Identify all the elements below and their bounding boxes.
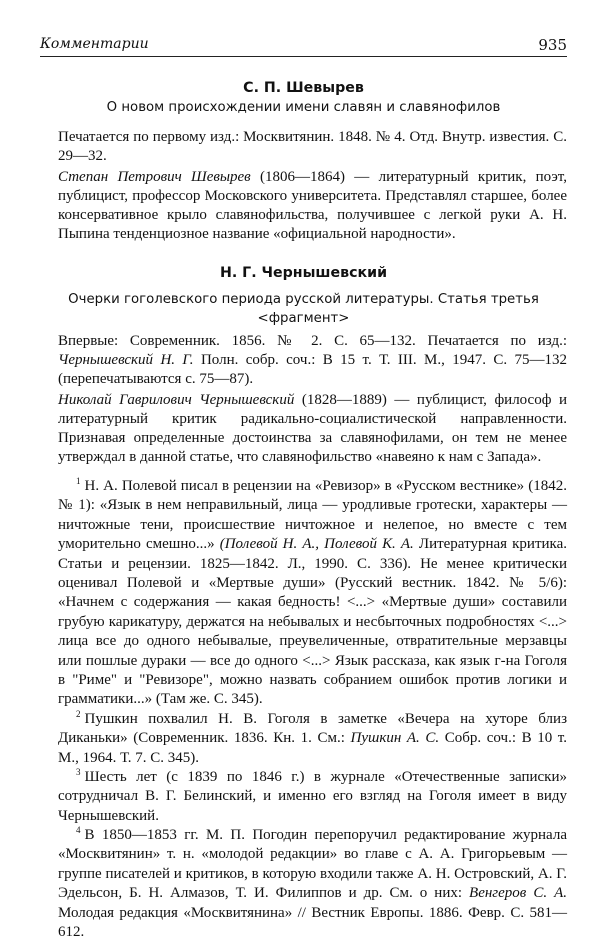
publication-note bbox=[58, 128, 567, 166]
section-author-shevyrev: С. П. Шевырев bbox=[243, 80, 364, 96]
note-1 bbox=[58, 477, 567, 710]
biography-paragraph-2 bbox=[58, 391, 567, 467]
note-number: 3 bbox=[76, 767, 81, 777]
note-text: Собр. соч.: В 10 т. М., 1964. Т. 7. С. 345). bbox=[58, 730, 567, 766]
publication-note-2 bbox=[58, 332, 567, 389]
publication-note-text: Печатается по первому изд.: Москвитянин. 1848. № 4. Отд. Внутр. известия. С. 29—32. bbox=[58, 129, 567, 164]
publication-edition-author: Чернышевский Н. Г. bbox=[58, 352, 194, 368]
biography-text: (1806—1864) — литературный критик, поэт, публицист, профессор Московского университета. Представлял старшее, более консервативное крыло славянофильства, получившее с легкой руки А. Н. Пыпина тенденциозное название «официальной народности». bbox=[58, 169, 567, 242]
page-number: 935 bbox=[538, 36, 567, 54]
section-author-chernyshevsky: Н. Г. Чернышевский bbox=[219, 265, 388, 281]
note-text: Н. А. Полевой писал в рецензии на «Ревизор» в «Русском вестнике» (1842. № 1): «Язык в нем неправильный, лица — уродливые гротески, характеры — ничтожные тени, происшествие ничтожное и нелепое, но вместе с тем уморительно смешно...» bbox=[58, 478, 567, 553]
running-head bbox=[40, 36, 567, 54]
biography-paragraph bbox=[58, 168, 567, 244]
note-text: Молодая редакция «Москвитянина» // Вестник Европы. 1886. Февр. С. 581—612. bbox=[58, 904, 567, 941]
biography-text-2: (1828—1889) — публицист, философ и литературный критик радикально-социалистической направленности. Признавая определенные достоинства за славянофилами, он тем не менее утверждал в данной статье, что славянофильство «навеяно к нам с Запада». bbox=[58, 392, 567, 465]
note-cited-author: Венгеров С. А. bbox=[469, 885, 567, 902]
section-work-title: О новом происхождении имени славян и славянофилов bbox=[106, 100, 501, 115]
section-work-title-line1: Очерки гоголевского периода русской литературы. Статья третья bbox=[68, 292, 539, 307]
note-2 bbox=[58, 710, 567, 768]
note-number: 4 bbox=[76, 825, 81, 835]
note-cited-author: Пушкин А. С. bbox=[350, 730, 440, 747]
note-cited-author: (Полевой Н. А., Полевой К. А. bbox=[219, 536, 414, 553]
note-number: 2 bbox=[76, 709, 81, 719]
publication-note-2a: Впервые: Современник. 1856. № 2. С. 65—132. Печатается по изд.: bbox=[58, 333, 567, 349]
note-4 bbox=[58, 826, 567, 942]
note-text: В 1850—1853 гг. М. П. Погодин перепоручил редактирование журнала «Москвитянин» т. н. «молодой редакции» во главе с А. А. Григорьевым — группе писателей и критиков, в которую входили также А. Н. Островский, А. Г. Эдельсон, Б. Н. Алмазов, Т. И. Филиппов и др. См. о них: bbox=[58, 827, 567, 902]
header-rule bbox=[40, 56, 567, 57]
note-3 bbox=[58, 768, 567, 826]
note-text: Литературная критика. Статьи и рецензии. 1825—1842. Л., 1990. С. 336). Не менее критически оценивал Полевой и «Мертвые души» (Русский вестник. 1842. № 5/6): «Начнем с содержания — какая бедность! <...> «Мертвые души» составили грубую карикатуру, держатся на небывалых и несбыточных подробностях <...> лица все до одного небывалые, преувеличенные, отвратительные мерзавцы или пошлые дураки — все до одного <...> Язык рассказа, как язык г-на Гоголя в "Риме" и "Ревизоре", можно назвать собранием ошибок против логики и грамматики...» (Там же. С. 345). bbox=[58, 536, 567, 708]
biography-name: Степан Петрович Шевырев bbox=[58, 169, 251, 185]
note-text: Шесть лет (с 1839 по 1846 г.) в журнале «Отечественные записки» сотрудничал В. Г. Белинский, и именно его взгляд на Гоголя имеет в виду Чернышевский. bbox=[58, 769, 567, 824]
note-number: 1 bbox=[76, 476, 81, 486]
biography-name-2: Николай Гаврилович Чернышевский bbox=[58, 392, 295, 408]
note-text: Пушкин похвалил Н. В. Гоголя в заметке «Вечера на хуторе близ Диканьки» (Современник. 1836. Кн. 1. См.: bbox=[58, 711, 567, 747]
publication-note-2b: Полн. собр. соч.: В 15 т. Т. III. М., 1947. С. 75—132 (перепечатываются с. 75—87). bbox=[58, 352, 567, 387]
section-work-title-line2: <фрагмент> bbox=[257, 311, 350, 326]
running-head-title: Комментарии bbox=[40, 36, 149, 52]
